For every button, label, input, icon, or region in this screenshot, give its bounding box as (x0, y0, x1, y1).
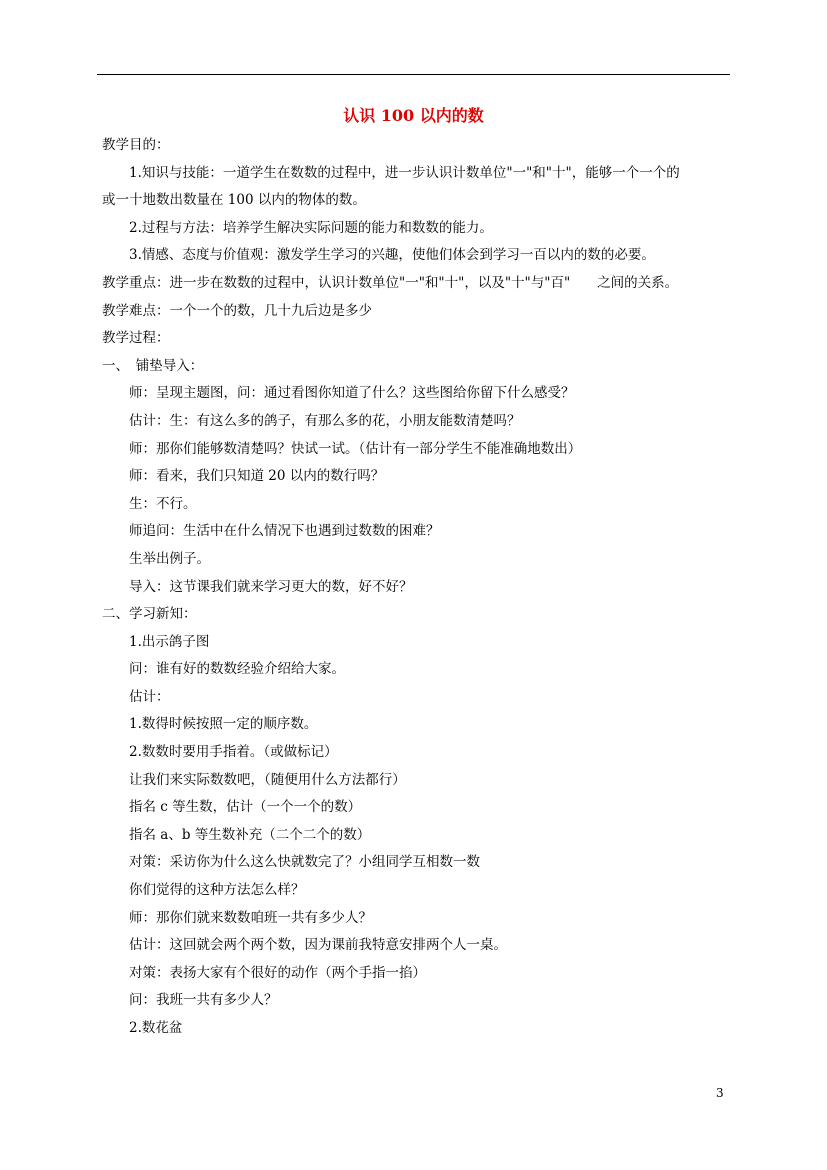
text-line: 生：不行。 (129, 495, 197, 512)
text-line: 师追问：生活中在什么情况下也遇到过数数的困难？ (129, 523, 440, 540)
page-number: 3 (716, 1086, 724, 1100)
text-line: 1.出示鸽子图 (129, 633, 210, 650)
text-line: 对策：采访你为什么这么快就数完了？小组同学互相数一数 (129, 854, 480, 871)
text-line: 二、学习新知： (102, 606, 197, 623)
text-line: 1.知识与技能：一道学生在数数的过程中，进一步认识计数单位"一"和"十"，能够一个一个的 (129, 164, 680, 181)
text-line: 1.数得时候按照一定的顺序数。 (129, 716, 318, 733)
text-line: 师：看来，我们只知道 20 以内的数行吗？ (129, 468, 385, 485)
text-line: 估计： (129, 688, 170, 705)
text-line: 教学重点：进一步在数数的过程中，认识计数单位"一"和"十"，以及"十"与"百" 之间的关系。 (102, 274, 679, 291)
text-line: 师：那你们能够数清楚吗？快试一试。（估计有一部分学生不能准确地数出） (129, 440, 582, 457)
text-line: 导入：这节课我们就来学习更大的数，好不好？ (129, 578, 413, 595)
text-line: 2.过程与方法：培养学生解决实际问题的能力和数数的能力。 (129, 219, 493, 236)
text-line: 估计：生：有这么多的鸽子，有那么多的花，小朋友能数清楚吗？ (129, 412, 521, 429)
document-body (102, 132, 732, 1043)
page-title: 认识 100 以内的数 (343, 106, 484, 125)
text-line: 估计：这回就会两个两个数，因为课前我特意安排两个人一桌。 (129, 937, 507, 954)
text-line: 3.情感、态度与价值观：激发学生学习的兴趣，使他们体会到学习一百以内的数的必要。 (129, 247, 655, 264)
text-line: 问：我班一共有多少人？ (129, 992, 278, 1009)
text-line: 教学过程： (102, 330, 170, 347)
text-line: 师：那你们就来数数咱班一共有多少人？ (129, 909, 372, 926)
text-line: 师：呈现主题图，问：通过看图你知道了什么？这些图给你留下什么感受？ (129, 385, 575, 402)
text-line: 指名 c 等生数，估计（一个一个的数） (129, 799, 362, 816)
text-line: 对策：表扬大家有个很好的动作（两个手指一掐） (129, 964, 426, 981)
text-line: 你们觉得的这种方法怎么样？ (129, 882, 305, 899)
text-line: 生举出例子。 (129, 550, 210, 567)
text-line: 2.数花盆 (129, 1020, 183, 1036)
text-line: 教学目的： (102, 137, 170, 153)
text-line: 教学难点：一个一个的数，几十九后边是多少 (102, 302, 372, 319)
text-line: 让我们来实际数数吧，（随便用什么方法都行） (129, 771, 406, 788)
text-line: 2.数数时要用手指着。（或做标记） (129, 744, 338, 761)
header-rule (97, 74, 730, 75)
text-line: 指名 a、b 等生数补充（二个二个的数） (129, 826, 371, 843)
text-line: 一、 铺垫导入： (102, 357, 204, 374)
text-line: 或一十地数出数量在 100 以内的物体的数。 (102, 192, 366, 209)
text-line: 问：谁有好的数数经验介绍给大家。 (129, 661, 345, 678)
